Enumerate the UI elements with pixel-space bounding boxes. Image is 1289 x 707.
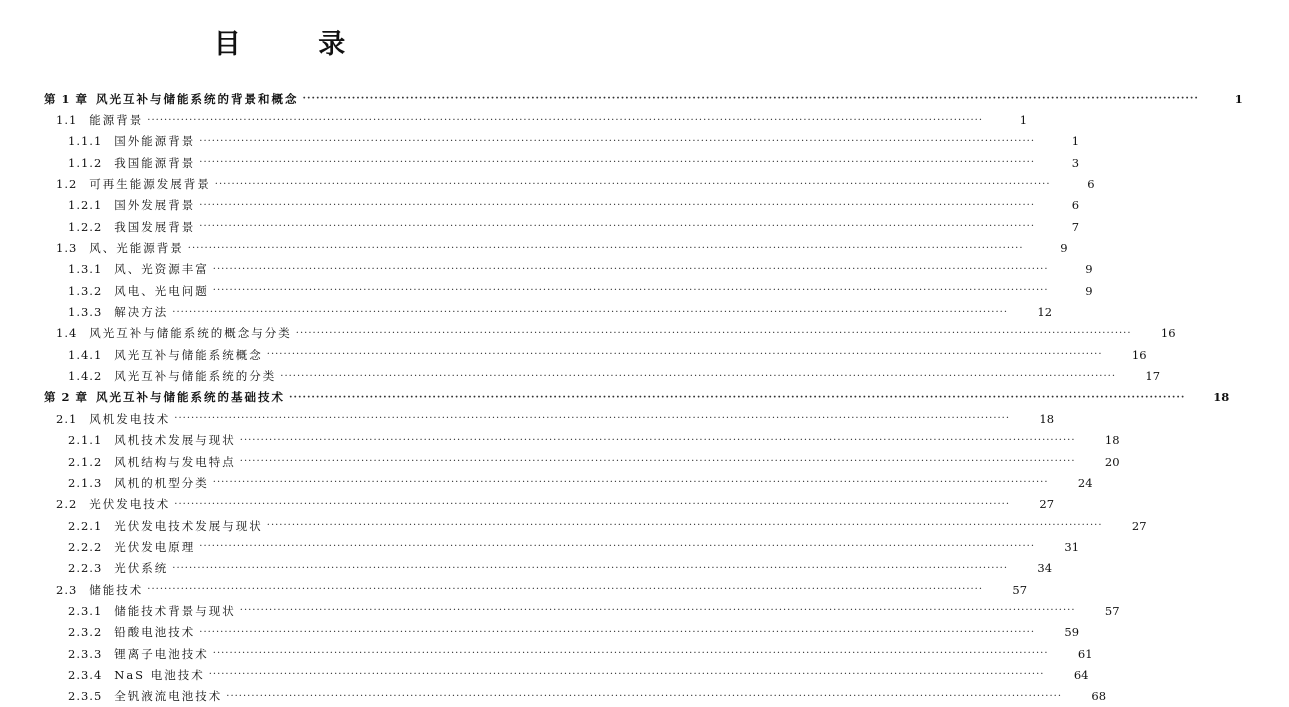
toc-entry-page: 9 — [1085, 262, 1093, 277]
toc-entry-title: 全钒液流电池技术 — [114, 689, 223, 704]
toc-entry-title: 风光互补与储能系统的概念与分类 — [89, 326, 292, 341]
toc-entry-title: NaS 电池技术 — [114, 667, 205, 682]
toc-entry-page: 18 — [1213, 390, 1230, 405]
toc-entry-number: 1.3.2 — [68, 283, 103, 298]
toc-subsection-entry[interactable] — [0, 259, 1093, 280]
toc-entry-number: 1.1.2 — [68, 155, 103, 170]
toc-section-entry[interactable] — [0, 408, 1055, 429]
toc-entry-title: 光伏系统 — [114, 561, 169, 576]
dot-leader: ········································································································································································································ — [266, 349, 1103, 361]
toc-subsection-entry[interactable] — [0, 664, 1089, 685]
toc-entry-title: 铅酸电池技术 — [114, 625, 196, 640]
dot-leader: ········································································································································································································ — [295, 327, 1132, 339]
toc-entry-title: 风机的机型分类 — [114, 475, 209, 490]
dot-leader: ········································································································································································································ — [239, 605, 1076, 617]
toc-subsection-entry[interactable] — [0, 622, 1080, 643]
toc-entry-title: 风机技术发展与现状 — [114, 433, 236, 448]
toc-entry-title: 风、光能源背景 — [89, 241, 184, 256]
toc-entry-title: 光伏发电原理 — [114, 539, 196, 554]
toc-entry-page: 34 — [1037, 561, 1053, 576]
toc-subsection-entry[interactable] — [0, 451, 1120, 472]
dot-leader: ········································································································································································································ — [174, 498, 1011, 510]
dot-leader: ········································································································································································································ — [199, 626, 1036, 638]
toc-entry-page: 12 — [1037, 305, 1053, 320]
toc-entry-number: 2.3.1 — [68, 603, 103, 618]
toc-entry-page: 6 — [1071, 198, 1080, 213]
toc-entry-page: 1 — [1019, 113, 1028, 128]
toc-entry-title: 解决方法 — [114, 305, 169, 320]
toc-entry-title: 国外能源背景 — [114, 134, 196, 149]
toc-entry-page: 61 — [1077, 646, 1093, 661]
toc-entry-number: 1.1 — [56, 113, 78, 128]
dot-leader: ········································································································································································································ — [280, 370, 1117, 382]
toc-entry-title: 储能技术背景与现状 — [114, 603, 236, 618]
toc-subsection-entry[interactable] — [0, 515, 1147, 536]
dot-leader: ········································································································································································································ — [212, 263, 1049, 275]
toc-entry-number: 第 2 章 — [44, 390, 89, 405]
toc-entry-page: 18 — [1104, 433, 1120, 448]
toc-subsection-entry[interactable] — [0, 301, 1053, 322]
toc-subsection-entry[interactable] — [0, 472, 1093, 493]
toc-entry-number: 1.2.1 — [68, 198, 103, 213]
toc-entry-page: 20 — [1104, 454, 1120, 469]
dot-leader: ········································································································································································································ — [174, 413, 1011, 425]
toc-chapter-entry[interactable] — [0, 387, 1230, 408]
toc-entry-number: 第 1 章 — [44, 91, 89, 106]
toc-entry-page: 7 — [1071, 219, 1080, 234]
toc-entry-number: 2.3.2 — [68, 625, 103, 640]
toc-entry-title: 光伏发电技术 — [89, 497, 171, 512]
dot-leader: ········································································································································································································ — [199, 541, 1036, 553]
dot-leader: ········································································································································································································ — [172, 562, 1009, 574]
toc-entry-title: 能源背景 — [89, 113, 144, 128]
dot-leader: ········································································································································································································ — [214, 178, 1051, 190]
toc-entry-title: 锂离子电池技术 — [114, 646, 209, 661]
toc-subsection-entry[interactable] — [0, 152, 1080, 173]
toc-entry-number: 1.1.1 — [68, 134, 103, 149]
dot-leader: ········································································································································································································ — [199, 221, 1036, 233]
toc-entry-page: 64 — [1073, 667, 1089, 682]
dot-leader: ········································································································································································································ — [239, 456, 1076, 468]
toc-entry-page: 9 — [1060, 241, 1068, 256]
dot-leader: ········································································································································································································ — [199, 199, 1036, 211]
toc-subsection-entry[interactable] — [0, 344, 1147, 365]
dot-leader: ········································································································································································································ — [172, 306, 1009, 318]
toc-entry-page: 16 — [1131, 347, 1147, 362]
toc-entry-page: 24 — [1077, 475, 1093, 490]
dot-leader: ········································································································································································································ — [212, 477, 1049, 489]
toc-entry-title: 风光互补与储能系统的分类 — [114, 369, 277, 384]
dot-leader: ········································································································································································································ — [199, 135, 1036, 147]
dot-leader: ········································································································································································································ — [147, 584, 984, 596]
toc-entry-title: 可再生能源发展背景 — [89, 177, 211, 192]
dot-leader: ········································································································································································································ — [266, 520, 1103, 532]
toc-chapter-entry[interactable] — [0, 88, 1243, 109]
toc-subsection-entry[interactable] — [0, 536, 1080, 557]
dot-leader: ········································································································································································································ — [208, 669, 1045, 681]
toc-section-entry[interactable] — [0, 173, 1095, 194]
toc-section-entry[interactable] — [0, 323, 1176, 344]
toc-entry-page: 6 — [1087, 177, 1095, 192]
page-title: 目 录 — [213, 29, 380, 60]
toc-entry-number: 1.4.2 — [68, 369, 103, 384]
toc-entry-number: 2.1 — [56, 411, 78, 426]
toc-subsection-entry[interactable] — [0, 430, 1120, 451]
toc-entry-number: 2.1.1 — [68, 433, 103, 448]
toc-entry-title: 风机发电技术 — [89, 411, 171, 426]
toc-entry-page: 59 — [1064, 625, 1080, 640]
toc-entry-page: 18 — [1039, 411, 1055, 426]
dot-leader: ········································································································································································································ — [147, 114, 984, 126]
toc-entry-number: 2.2.1 — [68, 518, 103, 533]
toc-entry-title: 风机结构与发电特点 — [114, 454, 236, 469]
toc-entry-title: 风电、光电问题 — [114, 283, 209, 298]
toc-entry-number: 1.3 — [56, 241, 78, 256]
toc-entry-number: 1.4.1 — [68, 347, 103, 362]
toc-entry-number: 2.3.5 — [68, 689, 103, 704]
toc-subsection-entry[interactable] — [0, 643, 1093, 664]
toc-entry-number: 2.3 — [56, 582, 78, 597]
toc-entry-title: 风光互补与储能系统的基础技术 — [96, 390, 286, 405]
toc-subsection-entry[interactable] — [0, 365, 1161, 386]
table-of-contents — [0, 88, 1243, 707]
toc-entry-number: 2.1.2 — [68, 454, 103, 469]
toc-entry-title: 风光互补与储能系统概念 — [114, 347, 263, 362]
toc-subsection-entry[interactable] — [0, 131, 1080, 152]
dot-leader: ········································································································································································································ — [302, 93, 1199, 105]
toc-entry-number: 1.3.3 — [68, 305, 103, 320]
toc-entry-page: 57 — [1012, 582, 1028, 597]
dot-leader: ········································································································································································································ — [212, 648, 1049, 660]
toc-entry-page: 1 — [1071, 134, 1080, 149]
toc-entry-page: 3 — [1071, 155, 1080, 170]
toc-entry-number: 1.4 — [56, 326, 78, 341]
toc-entry-title: 我国发展背景 — [114, 219, 196, 234]
toc-entry-page: 27 — [1039, 497, 1055, 512]
toc-entry-number: 2.1.3 — [68, 475, 103, 490]
toc-entry-number: 2.2.3 — [68, 561, 103, 576]
toc-section-entry[interactable] — [0, 579, 1028, 600]
toc-entry-page: 31 — [1064, 539, 1080, 554]
toc-entry-number: 2.3.4 — [68, 667, 103, 682]
dot-leader: ········································································································································································································ — [239, 434, 1076, 446]
toc-entry-number: 2.2 — [56, 497, 78, 512]
toc-entry-page: 17 — [1145, 369, 1161, 384]
toc-entry-title: 国外发展背景 — [114, 198, 196, 213]
toc-entry-title: 我国能源背景 — [114, 155, 196, 170]
toc-subsection-entry[interactable] — [0, 558, 1053, 579]
toc-subsection-entry[interactable] — [0, 686, 1107, 707]
toc-section-entry[interactable] — [0, 109, 1028, 130]
toc-entry-page: 27 — [1131, 518, 1147, 533]
toc-section-entry[interactable] — [0, 494, 1055, 515]
toc-subsection-entry[interactable] — [0, 195, 1080, 216]
dot-leader: ········································································································································································································ — [187, 242, 1024, 254]
dot-leader: ········································································································································································································ — [289, 391, 1186, 403]
toc-entry-number: 1.3.1 — [68, 262, 103, 277]
toc-entry-page: 68 — [1091, 689, 1107, 704]
toc-entry-title: 储能技术 — [89, 582, 144, 597]
toc-subsection-entry[interactable] — [0, 600, 1120, 621]
toc-entry-title: 光伏发电技术发展与现状 — [114, 518, 263, 533]
toc-section-entry[interactable] — [0, 237, 1068, 258]
toc-entry-title: 风光互补与储能系统的背景和概念 — [96, 91, 299, 106]
dot-leader: ········································································································································································································ — [226, 690, 1063, 702]
toc-entry-number: 1.2.2 — [68, 219, 103, 234]
toc-entry-title: 风、光资源丰富 — [114, 262, 209, 277]
dot-leader: ········································································································································································································ — [199, 157, 1036, 169]
dot-leader: ········································································································································································································ — [212, 285, 1049, 297]
toc-entry-page: 1 — [1234, 91, 1243, 106]
toc-entry-number: 1.2 — [56, 177, 78, 192]
toc-entry-page: 16 — [1160, 326, 1176, 341]
toc-entry-number: 2.3.3 — [68, 646, 103, 661]
toc-entry-page: 9 — [1085, 283, 1093, 298]
toc-entry-page: 57 — [1104, 603, 1120, 618]
toc-entry-number: 2.2.2 — [68, 539, 103, 554]
toc-subsection-entry[interactable] — [0, 216, 1080, 237]
toc-subsection-entry[interactable] — [0, 280, 1093, 301]
